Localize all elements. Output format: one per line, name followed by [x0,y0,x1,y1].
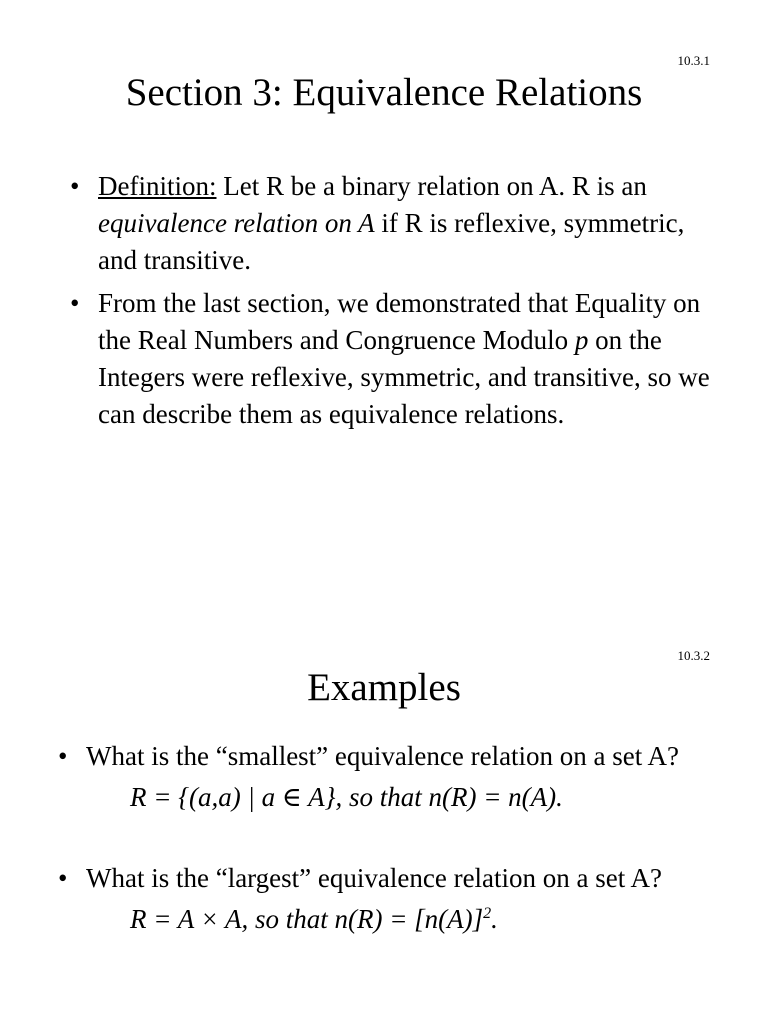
formula-exponent: 2 [483,905,492,922]
bullet-list [70,168,710,433]
formula-main: R = A × A, so that n(R) = [n(A)] [130,904,484,934]
slide-10-3-2 [0,512,768,1024]
note-text-b: on the Integers were reflexive, symmetric, and transitive, so we can describe them as equivalence relations. [98,325,710,429]
bullet-list [58,738,718,938]
bullet-marker: • [70,288,80,318]
question-text: What is the “smallest” equivalence relation on a set A? [86,741,680,771]
bullet-largest-question [58,860,718,938]
bullet-marker: • [58,863,68,893]
definition-emphasis: equivalence relation on A [98,208,375,238]
definition-term: Definition: [98,171,217,201]
bullet-smallest-question [58,738,718,816]
note-text-a: From the last section, we demonstrated that Equality on the Real Numbers and Congruence Modulo [98,288,701,355]
definition-text-a: Let R be a binary relation on A. R is an [216,171,647,201]
definition-text-b: if R is reflexive, symmetric, and transitive. [98,208,685,275]
question-text: What is the “largest” equivalence relation on a set A? [86,863,663,893]
bullet-marker: • [58,741,68,771]
largest-relation-formula [130,901,718,938]
slide-title: Examples [307,666,461,709]
bullet-examples-note [70,285,710,433]
bullet-definition [70,168,710,279]
bullet-marker: • [70,171,80,201]
formula-end: . [491,904,498,934]
smallest-relation-formula: R = {(a,a) | a ∈ A}, so that n(R) = n(A). [130,782,563,812]
slide-number: 10.3.2 [677,648,710,663]
slide-number: 10.3.1 [677,53,710,68]
note-emphasis: p [574,325,589,355]
slide-title: Section 3: Equivalence Relations [125,71,643,114]
bullet-spacer [58,816,718,860]
